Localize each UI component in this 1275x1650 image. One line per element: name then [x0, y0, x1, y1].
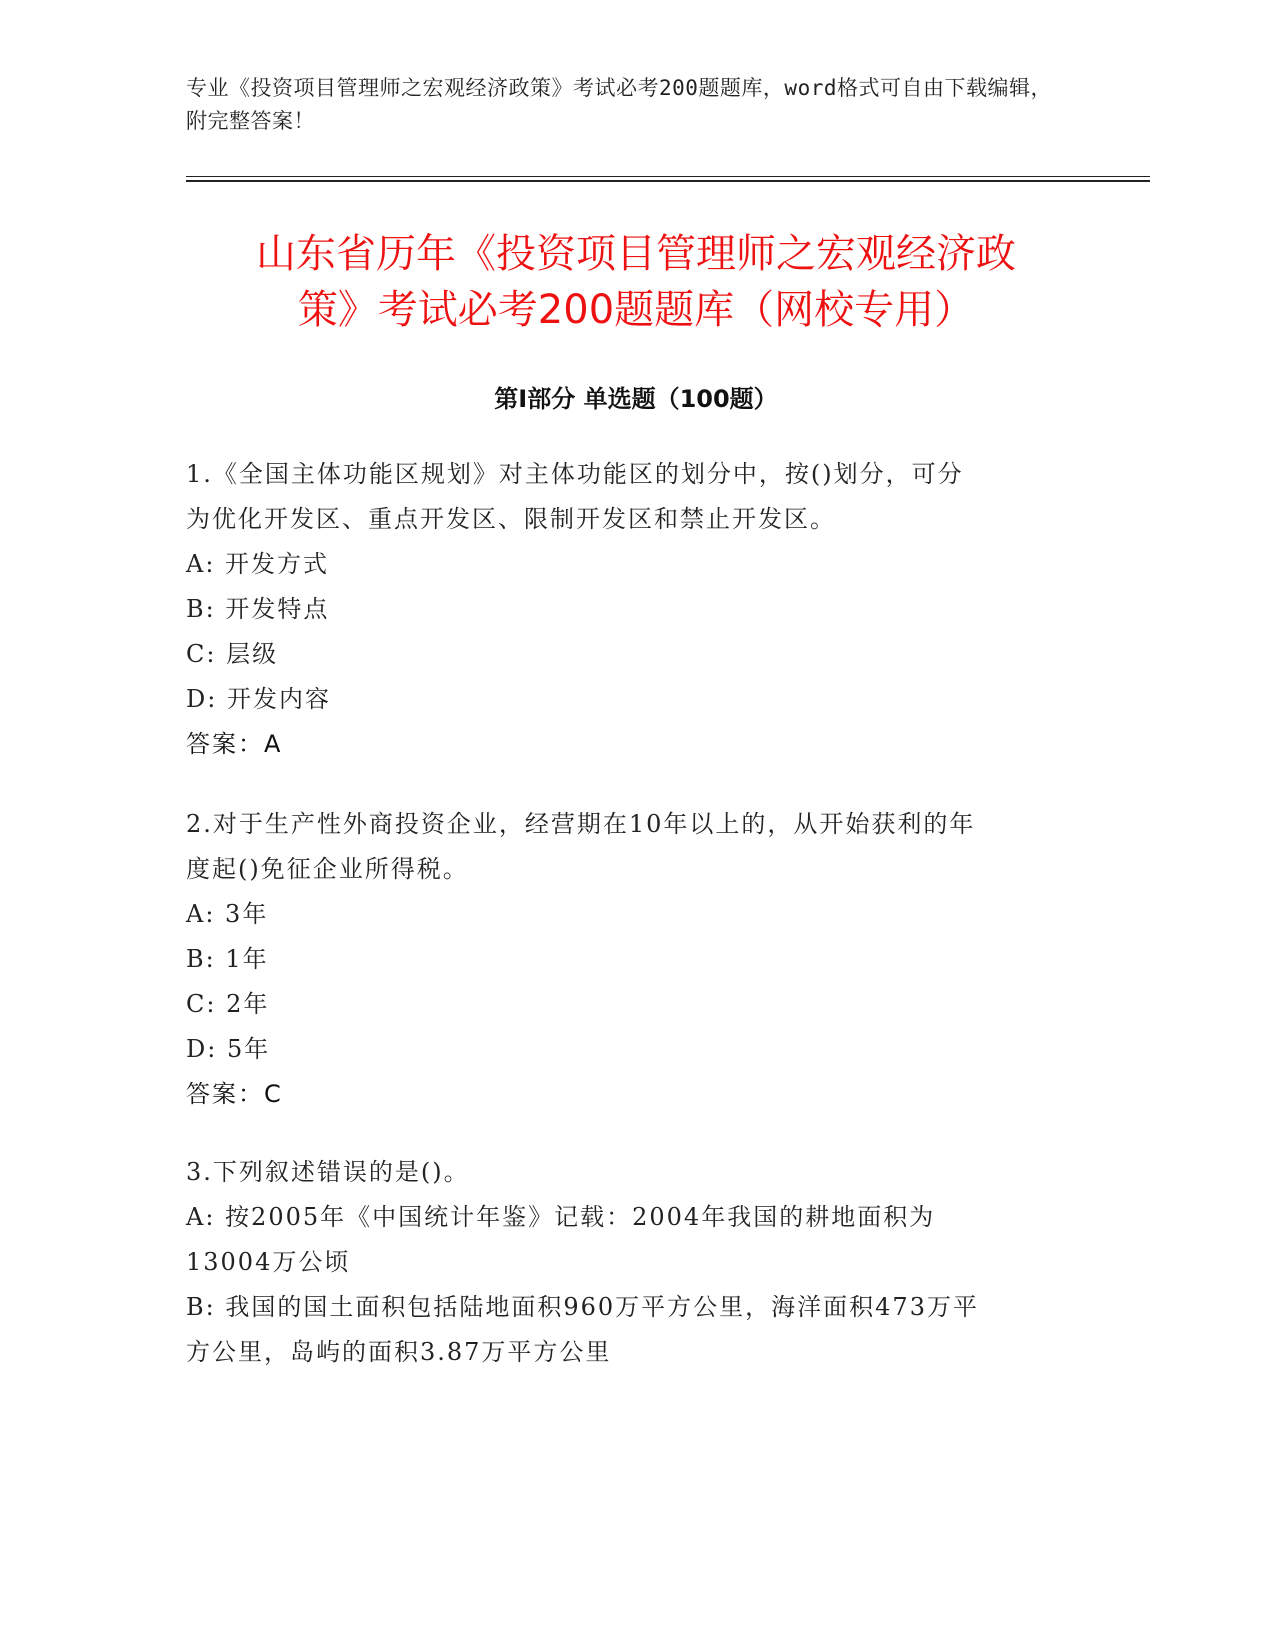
question-2: [186, 802, 1066, 1117]
question-2-stem-line-1: 2.对于生产性外商投资企业，经营期在10年以上的，从开始获利的年: [186, 810, 976, 838]
question-1-stem-line-1: 1.《全国主体功能区规划》对主体功能区的划分中，按()划分，可分: [186, 460, 964, 488]
question-2-stem-line-2: 度起()免征企业所得税。: [186, 855, 469, 883]
question-1-option-a: A: 开发方式: [186, 550, 330, 578]
question-1: [186, 452, 1066, 767]
document-title-line-1: 山东省历年《投资项目管理师之宏观经济政: [256, 231, 1016, 277]
question-2-option-c: C: 2年: [186, 990, 270, 1018]
question-1-answer: 答案：A: [186, 730, 283, 758]
header-note: 专业《投资项目管理师之宏观经济政策》考试必考200题题库，word格式可自由下载编辑，附完整答案！: [186, 76, 1052, 133]
question-1-stem-line-2: 为优化开发区、重点开发区、限制开发区和禁止开发区。: [186, 505, 836, 533]
question-3: [186, 1150, 1066, 1375]
question-3-option-b-line-2: 方公里，岛屿的面积3.87万平方公里: [186, 1338, 612, 1366]
question-3-stem-line-1: 3.下列叙述错误的是()。: [186, 1158, 470, 1186]
question-1-option-c: C: 层级: [186, 640, 279, 668]
question-2-option-b: B: 1年: [186, 945, 269, 973]
header-divider-thick: [186, 180, 1150, 182]
question-2-answer: 答案：C: [186, 1080, 283, 1108]
header-divider-thin: [186, 176, 1150, 177]
question-3-option-a-line-2: 13004万公顷: [186, 1248, 351, 1276]
question-2-option-a: A: 3年: [186, 900, 269, 928]
question-3-option-b-line-1: B: 我国的国土面积包括陆地面积960万平方公里，海洋面积473万平: [186, 1293, 979, 1321]
question-3-option-a-line-1: A: 按2005年《中国统计年鉴》记载：2004年我国的耕地面积为: [186, 1203, 936, 1231]
question-1-option-b: B: 开发特点: [186, 595, 330, 623]
document-title: [186, 226, 1086, 338]
document-title-line-2: 策》考试必考200题题库（网校专用）: [297, 287, 975, 333]
section-title: 第I部分 单选题（100题）: [494, 385, 778, 413]
question-2-option-d: D: 5年: [186, 1035, 271, 1063]
question-1-option-d: D: 开发内容: [186, 685, 331, 713]
